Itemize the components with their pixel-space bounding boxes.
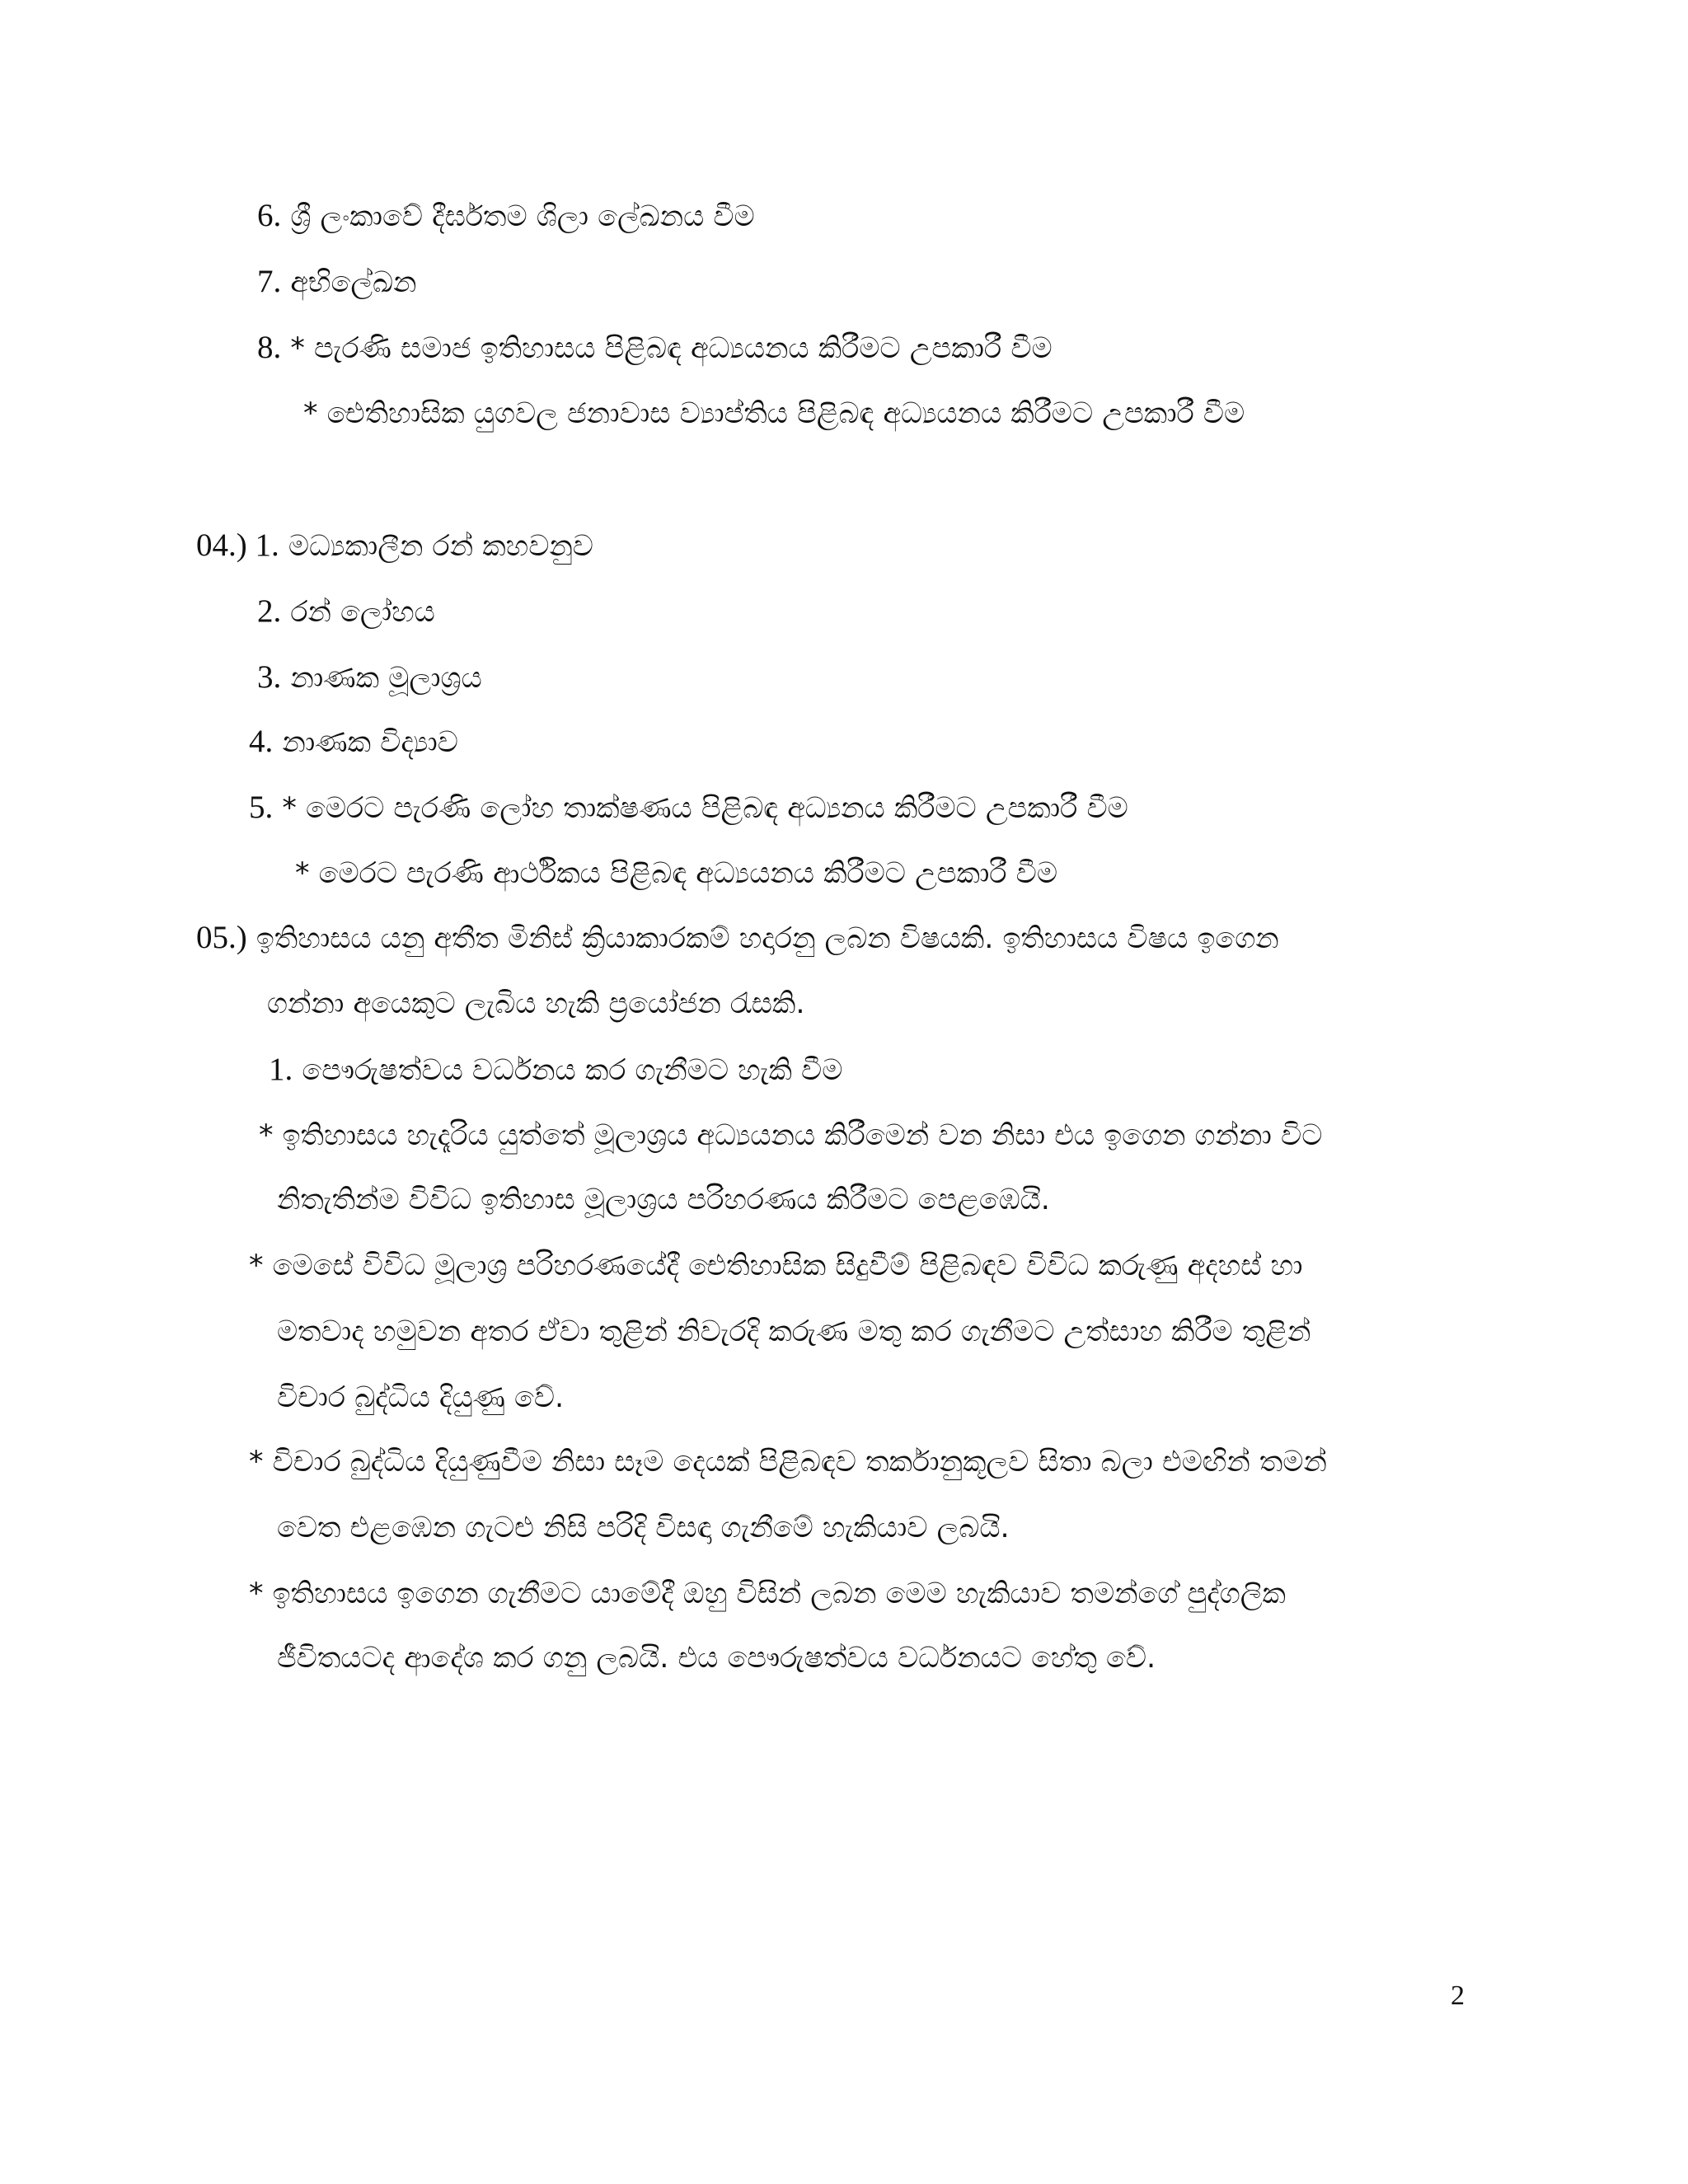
line-text: * මෙසේ විවිධ මූලාශ්‍ර පරිහරණයේදී ඓතිහාසික සිදුවීම් පිළිබඳව විවිධ කරුණු අදහස් හා [249, 1249, 1303, 1282]
line-text: විචාර බුද්ධිය දියුණු වේ. [277, 1381, 565, 1414]
text-line [249, 724, 458, 761]
text-line [277, 1640, 1156, 1676]
text-line [277, 1182, 1050, 1218]
line-text: * මෙරට පැරණි ලෝහ තාක්ෂණය පිළිබඳ අධ්‍යනය කිරීමට උපකාරී වීම [273, 792, 1128, 825]
line-text: නාණක මූලාශ්‍රය [281, 662, 482, 695]
line-text: ඉතිහාසය යනු අතීත මිනිස් ක්‍රියාකාරකම් හදාරනු ලබන විෂයකි. ඉතිහාසය විෂය ඉගෙන [246, 922, 1279, 955]
text-line [249, 790, 1128, 827]
list-number: 2. [257, 593, 282, 629]
line-text: අභිලේඛන [281, 266, 417, 299]
line-text: * මෙරට පැරණි ආර්ථිකය පිළිබඳ අධ්‍යයනය කිරීමට උපකාරී වීම [295, 857, 1058, 890]
list-number: 4. [249, 724, 274, 759]
list-number: 04.) 1. [196, 527, 279, 563]
text-line [295, 855, 1057, 892]
text-line [269, 1052, 842, 1089]
line-text: * විචාර බුද්ධිය දියුණුවීම නිසා සෑම දෙයක් පිළිබඳව තර්කානුකූලව සිතා බලා එමඟින් තමන් [249, 1446, 1327, 1479]
line-text: * ඉතිහාසය ඉගෙන ගැනීමට යාමේදී ඔහු විසින් ලබන මෙම හැකියාව තමන්ගේ පුද්ගලික [249, 1577, 1286, 1610]
line-text: ශ්‍රී ලංකාවේ දීර්ඝතම ශිලා ලේඛනය වීම [281, 200, 755, 233]
list-number: 3. [257, 659, 282, 695]
text-line [257, 264, 416, 301]
line-text: පෞරුෂත්වය වර්ධනය කර ගැනීමට හැකි වීම [293, 1054, 843, 1087]
line-text: ජීවිතයටද ආදේශ කර ගනු ලබයි. එය පෞරුෂත්වය වර්ධනයට හේතු වේ. [277, 1642, 1156, 1675]
line-text: මතවාද හමුවන අතර ඒවා තුළින් නිවැරදි කරුණ මතු කර ගැනීමට උත්සාහ කිරීම තුළින් [277, 1315, 1311, 1348]
text-line [303, 396, 1245, 432]
line-text: වෙත එළඹෙන ගැටළු නිසි පරිදි විසඳා ගැනීමේ හැකියාව ලබයි. [277, 1511, 1010, 1544]
text-line [257, 593, 435, 630]
text-line [196, 920, 1279, 957]
text-line [249, 1576, 1286, 1612]
list-number: 5. [249, 790, 274, 825]
text-line [267, 986, 804, 1022]
text-line [249, 1444, 1327, 1480]
line-text: * ඓතිහාසික යුගවල ජනාවාස ව්‍යාප්තිය පිළිබඳ අධ්‍යයනය කිරීමට උපකාරී වීම [303, 397, 1245, 430]
text-line [259, 1118, 1322, 1154]
line-text: * පැරණි සමාජ ඉතිහාසය පිළිබඳ අධ්‍යයනය කිරීමට උපකාරී වීම [281, 332, 1053, 365]
line-text: රන් ලෝහය [281, 596, 435, 629]
line-text: * ඉතිහාසය හැදෑරිය යුත්තේ මූලාශ්‍රය අධ්‍යයනය කිරීමෙන් වන නිසා එය ඉගෙන ගන්නා විට [259, 1119, 1323, 1152]
list-number: 1. [269, 1052, 293, 1087]
list-number: 6. [257, 198, 282, 233]
text-line [277, 1380, 564, 1416]
page-number: 2 [1451, 1980, 1465, 2011]
text-line [196, 527, 593, 565]
text-line [257, 198, 755, 235]
text-line [257, 659, 482, 696]
text-line [249, 1248, 1303, 1284]
line-text: මධ්‍යකාලීන රන් කහවනුව [279, 530, 593, 563]
text-line [277, 1510, 1010, 1546]
line-text: නාණක විද්‍යාව [273, 726, 458, 759]
list-number: 05.) [196, 920, 247, 955]
list-number: 7. [257, 264, 282, 299]
line-text: නිතැතින්ම විවිධ ඉතිහාස මූලාශ්‍රය පරිහරණය කිරීමට පෙළඹෙයි. [277, 1183, 1050, 1216]
text-line [277, 1314, 1311, 1350]
list-number: 8. [257, 330, 282, 365]
line-text: ගන්නා අයෙකුට ලැබිය හැකි ප්‍රයෝජන රැසකි. [267, 987, 805, 1020]
text-line [257, 330, 1053, 367]
